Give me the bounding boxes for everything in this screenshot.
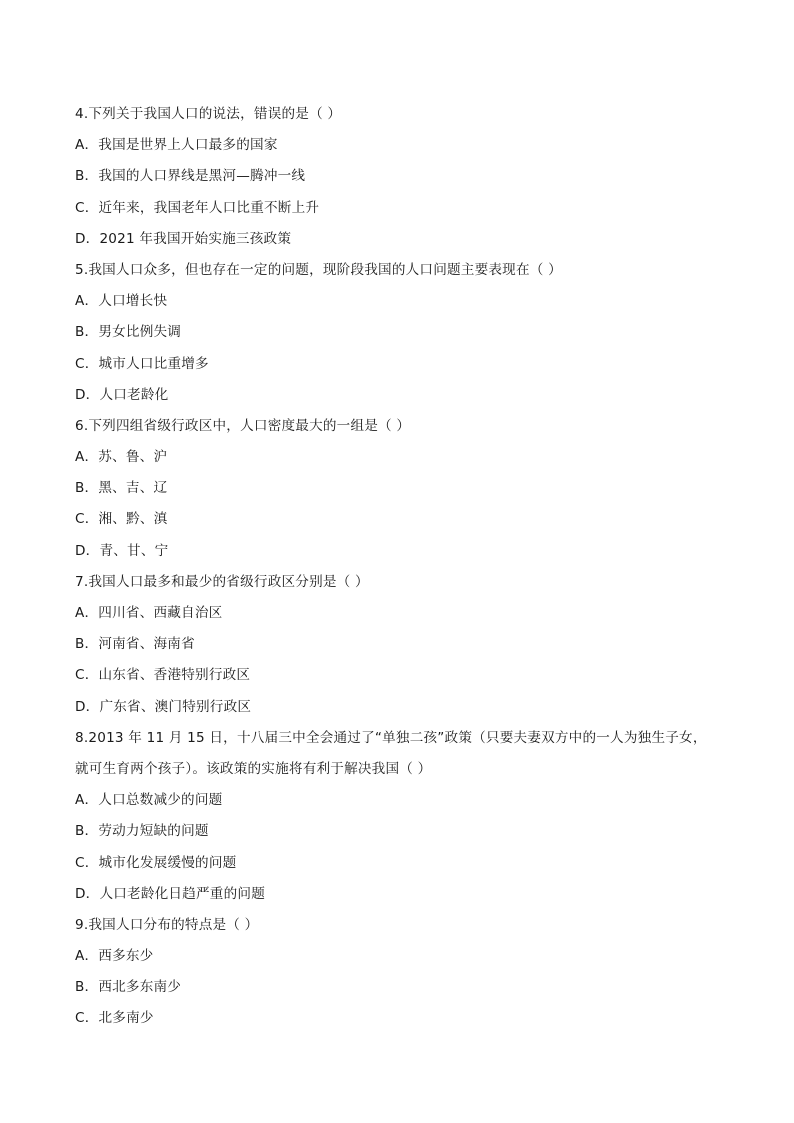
question-7-option-a: A．四川省、西藏自治区: [75, 605, 223, 621]
question-9-option-c: C．北多南少: [75, 1010, 154, 1027]
question-6-option-c: C．湘、黔、滇: [75, 511, 168, 528]
question-8-option-d: D．人口老龄化日趋严重的问题: [75, 885, 265, 902]
question-4-option-c: C．近年来，我国老年人口比重不断上升: [75, 199, 320, 216]
question-4-stem: 4.下列关于我国人口的说法，错误的是（ ）: [75, 106, 342, 122]
question-7-option-d: D．广东省、澳门特别行政区: [75, 698, 252, 715]
question-6-option-b: B．黑、吉、辽: [75, 480, 168, 497]
question-7-stem: 7.我国人口最多和最少的省级行政区分别是（ ）: [75, 573, 369, 590]
question-5-option-a: A．人口增长快: [75, 293, 168, 310]
question-9-stem: 9.我国人口分布的特点是（ ）: [75, 916, 259, 933]
question-7-option-c: C．山东省、香港特别行政区: [75, 667, 251, 684]
question-8-stem-line-2: 就可生育两个孩子）。该政策的实施将有利于解决我国（ ）: [75, 760, 432, 777]
question-7-option-b: B．河南省、海南省: [75, 636, 195, 653]
question-4-option-a: A．我国是世界上人口最多的国家: [75, 137, 278, 154]
question-list: [75, 99, 725, 1035]
question-6-option-a: A．苏、鲁、沪: [75, 449, 168, 466]
question-8-stem-line-1: 8.2013 年 11 月 15 日，十八届三中全会通过了“单独二孩”政策（只要夫妻双方中的一人为独生子女，: [75, 729, 707, 746]
question-5-option-c: C．城市人口比重增多: [75, 355, 209, 372]
question-6-stem: 6.下列四组省级行政区中，人口密度最大的一组是（ ）: [75, 417, 411, 434]
question-4-option-b: B．我国的人口界线是黑河—腾冲一线: [75, 168, 306, 185]
question-9-option-a: A．西多东少: [75, 948, 154, 965]
question-6-option-d: D．青、甘、宁: [75, 542, 169, 559]
question-8-option-c: C．城市化发展缓慢的问题: [75, 854, 237, 871]
question-5-option-b: B．男女比例失调: [75, 324, 182, 341]
question-8-option-b: B．劳动力短缺的问题: [75, 823, 209, 840]
question-4-option-d: D．2021 年我国开始实施三孩政策: [75, 230, 292, 247]
question-5-option-d: D．人口老龄化: [75, 386, 169, 403]
question-5-stem: 5.我国人口众多，但也存在一定的问题，现阶段我国的人口问题主要表现在（ ）: [75, 261, 562, 278]
question-8-option-a: A．人口总数减少的问题: [75, 792, 223, 809]
question-9-option-b: B．西北多东南少: [75, 979, 182, 996]
